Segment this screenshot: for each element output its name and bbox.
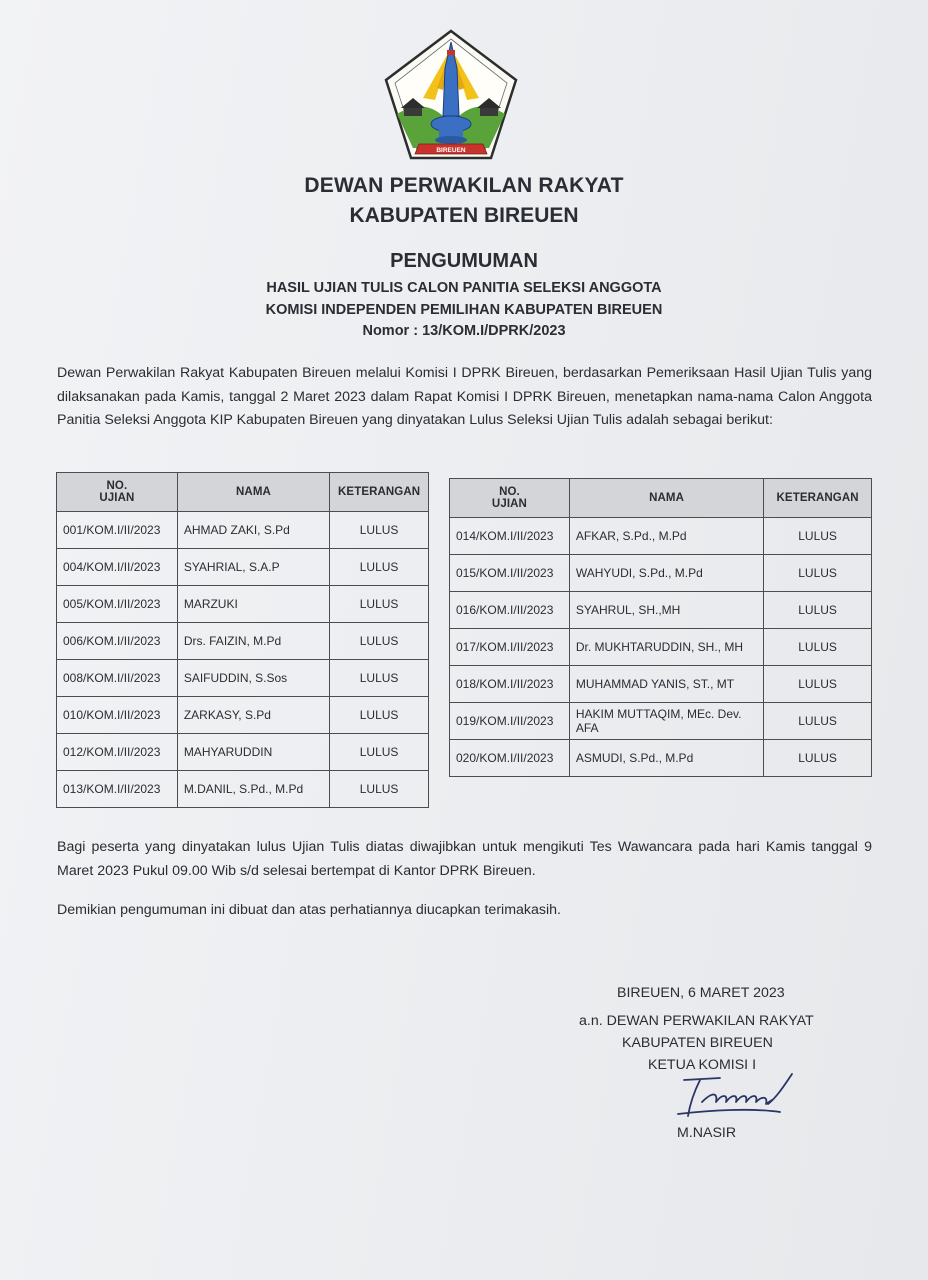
column-header-no-line2: UJIAN [491,498,527,510]
status-cell: LULUS [330,660,429,697]
exam-number-cell: 015/KOM.I/II/2023 [450,555,570,592]
candidate-name-cell: M.DANIL, S.Pd., M.Pd [177,771,329,808]
document-number: Nomor : 13/KOM.I/DPRK/2023 [362,323,566,339]
candidate-name-cell: ASMUDI, S.Pd., M.Pd [569,740,763,777]
exam-number-cell: 014/KOM.I/II/2023 [450,518,570,555]
table-row [450,555,872,592]
logo-ribbon-text: BIREUEN [436,147,466,154]
status-cell: LULUS [330,771,429,808]
exam-number-cell: 005/KOM.I/II/2023 [57,586,178,623]
document-type-title: PENGUMUMAN [390,250,538,272]
exam-number-cell: 006/KOM.I/II/2023 [57,623,178,660]
on-behalf-line-1: a.n. DEWAN PERWAKILAN RAKYAT [579,1013,814,1029]
column-header-keterangan: KETERANGAN [330,473,429,512]
candidate-name-cell: WAHYUDI, S.Pd., M.Pd [569,555,763,592]
table-row [57,660,429,697]
status-cell: LULUS [330,697,429,734]
table-row [450,518,872,555]
exam-number-cell: 013/KOM.I/II/2023 [57,771,178,808]
exam-number-cell: 001/KOM.I/II/2023 [57,512,178,549]
column-header-no-line1: NO. [499,486,520,498]
candidate-name-cell: Dr. MUKHTARUDDIN, SH., MH [569,629,763,666]
exam-number-cell: 016/KOM.I/II/2023 [450,592,570,629]
status-cell: LULUS [330,734,429,771]
subject-line-2: KOMISI INDEPENDEN PEMILIHAN KABUPATEN BIREUEN [265,302,663,318]
candidate-name-cell: SAIFUDDIN, S.Sos [177,660,329,697]
status-cell: LULUS [330,623,429,660]
candidate-name-cell: SYAHRIAL, S.A.P [177,549,329,586]
table-header-row [57,473,429,512]
column-header-no-ujian [450,479,570,518]
bireuen-regency-logo [383,28,519,162]
status-cell: LULUS [764,666,872,703]
candidate-name-cell: MARZUKI [177,586,329,623]
table-row [57,549,429,586]
exam-number-cell: 017/KOM.I/II/2023 [450,629,570,666]
status-cell: LULUS [764,518,872,555]
status-cell: LULUS [330,512,429,549]
exam-number-cell: 004/KOM.I/II/2023 [57,549,178,586]
table-header-row [450,479,872,518]
intro-paragraph: Dewan Perwakilan Rakyat Kabupaten Bireuen melalui Komisi I DPRK Bireuen, berdasarkan Pemeriksaan Hasil Ujian Tulis yang dilaksanakan pada Kamis, tanggal 2 Maret 2023 dalam Rapat Komisi I DPRK Bireuen, menetapkan nama-nama Calon Anggota Panitia Seleksi Anggota KIP Kabupaten Bireuen yang dinyatakan Lulus Seleksi Ujian Tulis adalah sebagai berikut: [57,365,872,428]
place-date: BIREUEN, 6 MARET 2023 [617,985,785,1001]
results-table-left [56,472,429,808]
column-header-no-line2: UJIAN [99,492,135,504]
candidate-name-cell: MAHYARUDDIN [177,734,329,771]
closing-paragraph: Demikian pengumuman ini dibuat dan atas perhatiannya diucapkan terimakasih. [57,902,561,918]
status-cell: LULUS [764,555,872,592]
table-row [450,703,872,740]
exam-number-cell: 020/KOM.I/II/2023 [450,740,570,777]
table-row [450,629,872,666]
exam-number-cell: 010/KOM.I/II/2023 [57,697,178,734]
table-row [450,740,872,777]
on-behalf-line-2: KABUPATEN BIREUEN [622,1035,773,1051]
status-cell: LULUS [764,703,872,740]
table-row [57,734,429,771]
column-header-no-ujian [57,473,178,512]
subject-line-1: HASIL UJIAN TULIS CALON PANITIA SELEKSI ANGGOTA [266,280,662,296]
candidate-name-cell: MUHAMMAD YANIS, ST., MT [569,666,763,703]
candidate-name-cell: AHMAD ZAKI, S.Pd [177,512,329,549]
status-cell: LULUS [330,549,429,586]
table-row [57,586,429,623]
candidate-name-cell: AFKAR, S.Pd., M.Pd [569,518,763,555]
status-cell: LULUS [764,740,872,777]
table-row [57,512,429,549]
institution-name: DEWAN PERWAKILAN RAKYAT [304,174,624,197]
interview-paragraph: Bagi peserta yang dinyatakan lulus Ujian Tulis diatas diwajibkan untuk mengikuti Tes Wawancara pada hari Kamis tanggal 9 Maret 2023 Pukul 09.00 Wib s/d selesai bertempat di Kantor DPRK Bireuen. [57,839,872,879]
column-header-no-line1: NO. [106,480,128,492]
candidate-name-cell: HAKIM MUTTAQIM, MEc. Dev. AFA [569,703,763,740]
handwritten-signature [672,1064,800,1124]
exam-number-cell: 018/KOM.I/II/2023 [450,666,570,703]
status-cell: LULUS [764,592,872,629]
candidate-name-cell: Drs. FAIZIN, M.Pd [177,623,329,660]
column-header-nama: NAMA [177,473,329,512]
table-row [450,592,872,629]
institution-region: KABUPATEN BIREUEN [349,204,579,227]
table-row [57,771,429,808]
exam-number-cell: 012/KOM.I/II/2023 [57,734,178,771]
status-cell: LULUS [764,629,872,666]
table-row [57,623,429,660]
signer-position: KETUA KOMISI I [648,1057,757,1073]
candidate-name-cell: ZARKASY, S.Pd [177,697,329,734]
table-row [450,666,872,703]
status-cell: LULUS [330,586,429,623]
exam-number-cell: 019/KOM.I/II/2023 [450,703,570,740]
signer-name: M.NASIR [677,1125,737,1141]
exam-number-cell: 008/KOM.I/II/2023 [57,660,178,697]
results-table-right [449,478,872,777]
table-row [57,697,429,734]
column-header-nama: NAMA [569,479,763,518]
candidate-name-cell: SYAHRUL, SH.,MH [569,592,763,629]
column-header-keterangan: KETERANGAN [764,479,872,518]
